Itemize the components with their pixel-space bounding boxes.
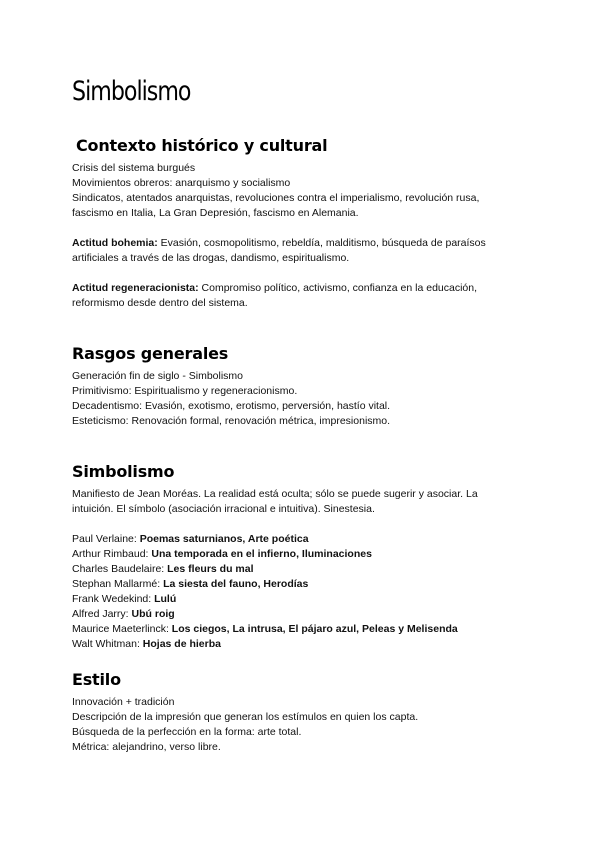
author-name: Arthur Rimbaud: [72,548,149,560]
text-line: artificiales a través de las drogas, dandismo, espiritualismo. [72,252,350,264]
page-title: Simbolismo [72,76,191,107]
section-rasgos [72,344,532,429]
text-line: Búsqueda de la perfección en la forma: arte total. [72,726,302,738]
text-line: reformismo desde dentro del sistema. [72,297,248,309]
text-line: fascismo en Italia, La Gran Depresión, fascismo en Alemania. [72,207,359,219]
author-line [72,607,532,622]
text-line: Manifiesto de Jean Moréas. La realidad está oculta; sólo se puede sugerir y asociar. La [72,488,478,500]
text-line: Descripción de la impresión que generan los estímulos en quien los capta. [72,711,419,723]
author-name: Maurice Maeterlinck: [72,623,169,635]
author-works: Los ciegos, La intrusa, El pájaro azul, Peleas y Melisenda [171,623,458,635]
author-name: Walt Whitman: [72,638,140,650]
section-heading-rasgos: Rasgos generales [72,344,229,363]
author-name: Stephan Mallarmé: [72,578,161,590]
author-line [72,547,532,562]
author-works: Lulú [154,593,177,605]
author-name: Paul Verlaine: [72,533,137,545]
author-works: Poemas saturnianos, Arte poética [139,533,309,545]
section-heading-simbolismo: Simbolismo [72,462,175,481]
bohemia-text: Evasión, cosmopolitismo, rebeldía, malditismo, búsqueda de paraísos [160,237,486,249]
author-line [72,532,532,547]
section-estilo [72,670,532,755]
text-line: Innovación + tradición [72,696,175,708]
estilo-body [72,695,532,755]
author-line [72,637,532,652]
author-works: La siesta del fauno, Herodías [163,578,309,590]
regen-line [72,281,532,296]
text-line: intuición. El símbolo (asociación irracional e intuitiva). Sinestesia. [72,503,375,515]
simbolismo-body [72,487,532,652]
section-simbolismo [72,462,532,652]
section-heading-estilo: Estilo [72,670,121,689]
author-line [72,592,532,607]
author-works: Hojas de hierba [142,638,221,650]
text-line: Métrica: alejandrino, verso libre. [72,741,221,753]
rasgos-body [72,369,532,429]
author-works: Una temporada en el infierno, Iluminaciones [151,548,372,560]
text-line: Primitivismo: Espiritualismo y regeneracionismo. [72,385,298,397]
text-line: Decadentismo: Evasión, exotismo, erotismo, perversión, hastío vital. [72,400,391,412]
author-name: Charles Baudelaire: [72,563,165,575]
text-line: Sindicatos, atentados anarquistas, revoluciones contra el imperialismo, revolución rusa, [72,192,480,204]
contexto-body [72,161,532,311]
author-name: Frank Wedekind: [72,593,152,605]
author-works: Les fleurs du mal [167,563,254,575]
author-line [72,577,532,592]
author-line [72,622,532,637]
bohemia-line [72,236,532,251]
bohemia-label: Actitud bohemia: [72,237,158,249]
author-line [72,562,532,577]
text-line: Generación fin de siglo - Simbolismo [72,370,243,382]
section-heading-contexto: Contexto histórico y cultural [76,136,328,155]
author-name: Alfred Jarry: [72,608,129,620]
regen-label: Actitud regeneracionista: [72,282,199,294]
section-contexto [72,136,532,311]
text-line: Movimientos obreros: anarquismo y socialismo [72,177,291,189]
author-works: Ubú roig [131,608,175,620]
text-line: Esteticismo: Renovación formal, renovación métrica, impresionismo. [72,415,391,427]
regen-text: Compromiso político, activismo, confianza en la educación, [201,282,478,294]
text-line: Crisis del sistema burgués [72,162,196,174]
